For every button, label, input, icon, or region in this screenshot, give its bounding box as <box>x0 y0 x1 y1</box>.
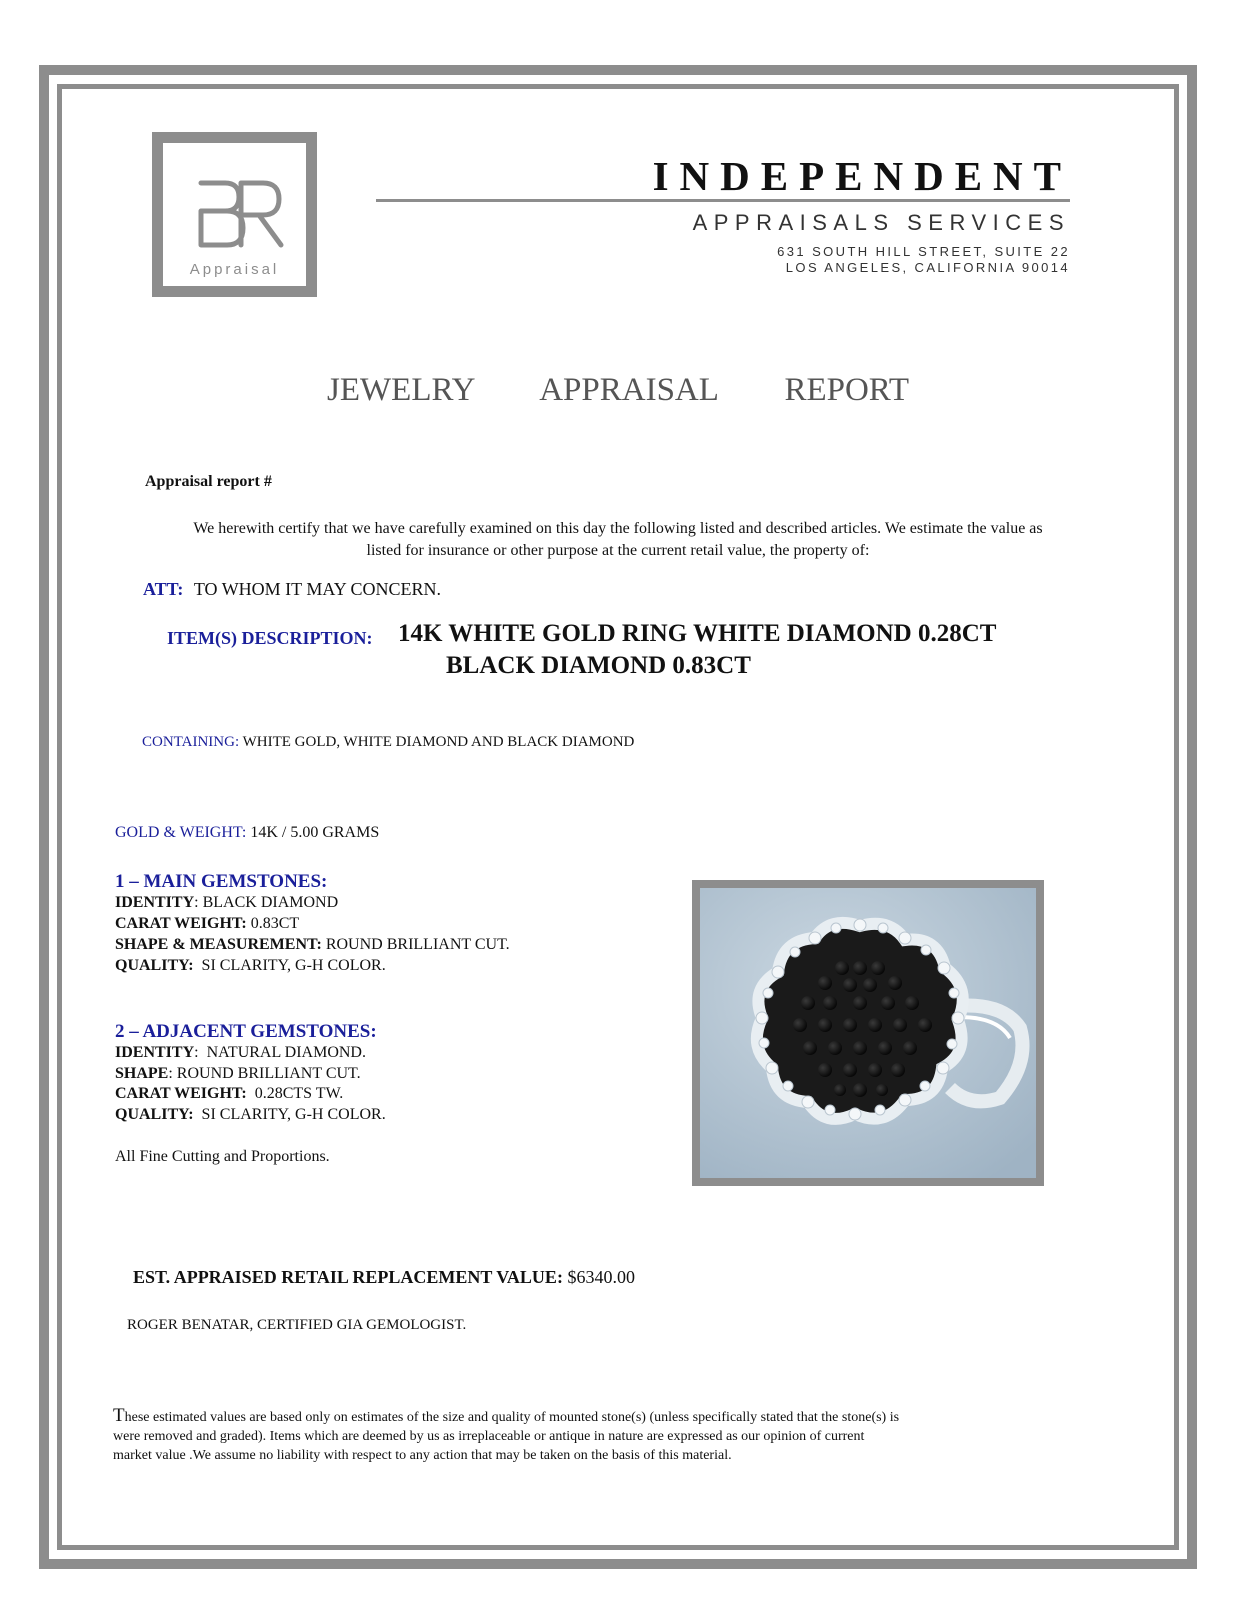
disclaimer-line-2: were removed and graded). Items which are deemed by us as irreplaceable or antique in nature are expressed as our opinion of current <box>113 1429 865 1444</box>
containing-value: WHITE GOLD, WHITE DIAMOND AND BLACK DIAMOND <box>242 734 635 750</box>
company-subtitle: APPRAISALS SERVICES <box>692 210 1070 235</box>
certify-line-2: listed for insurance or other purpose at the current retail value, the property of: <box>366 542 870 559</box>
main-gemstones-heading: 1 – MAIN GEMSTONES: <box>115 871 328 892</box>
fine-cutting-note: All Fine Cutting and Proportions. <box>115 1148 330 1165</box>
main-quality-row <box>115 957 386 975</box>
company-name: INDEPENDENT <box>652 153 1072 199</box>
appraised-value-row <box>133 1267 635 1288</box>
item-description-label: ITEM(S) DESCRIPTION: <box>167 628 373 648</box>
main-shape-label: SHAPE & MEASUREMENT: <box>115 936 322 953</box>
report-title <box>0 372 1236 409</box>
appraised-value-label: EST. APPRAISED RETAIL REPLACEMENT VALUE: <box>133 1267 563 1287</box>
address-line-1: 631 SOUTH HILL STREET, SUITE 22 <box>777 244 1070 259</box>
item-description-line-2: BLACK DIAMOND 0.83CT <box>446 652 751 679</box>
att-label: ATT: <box>143 579 184 599</box>
ring-photo <box>692 880 1044 1186</box>
gemologist-signature: ROGER BENATAR, CERTIFIED GIA GEMOLOGIST. <box>127 1317 467 1333</box>
adjacent-shape-row <box>115 1065 361 1083</box>
address-line-2: LOS ANGELES, CALIFORNIA 90014 <box>785 260 1070 275</box>
adjacent-identity-label: IDENTITY <box>115 1044 195 1061</box>
main-identity-row <box>115 894 338 912</box>
disclaimer-line-3: market value .We assume no liability with respect to any action that may be taken on the basis of this material. <box>113 1448 732 1463</box>
adjacent-shape-label: SHAPE <box>115 1065 169 1082</box>
adjacent-identity-value: : NATURAL DIAMOND. <box>194 1044 366 1061</box>
main-shape-row <box>115 936 510 954</box>
main-quality-value: SI CLARITY, G-H COLOR. <box>193 957 386 974</box>
item-description-line-1: 14K WHITE GOLD RING WHITE DIAMOND 0.28CT <box>398 620 997 647</box>
adjacent-quality-label: QUALITY: <box>115 1106 194 1123</box>
adjacent-quality-row <box>115 1106 386 1124</box>
main-quality-label: QUALITY: <box>115 957 194 974</box>
containing-label: CONTAINING: <box>142 734 240 750</box>
disclaimer <box>113 1406 1113 1465</box>
logo-caption: Appraisal <box>189 261 280 278</box>
appraisal-report-number-label: Appraisal report # <box>145 473 272 490</box>
gold-weight-label: GOLD & WEIGHT: <box>115 824 247 841</box>
adjacent-carat-row <box>115 1085 343 1103</box>
gold-weight-value: 14K / 5.00 GRAMS <box>250 824 380 841</box>
br-monogram-icon <box>195 179 285 249</box>
adjacent-identity-row <box>115 1044 366 1062</box>
att-value: TO WHOM IT MAY CONCERN. <box>193 579 442 599</box>
appraised-value-amount: $6340.00 <box>567 1267 635 1287</box>
main-identity-value: : BLACK DIAMOND <box>194 894 339 911</box>
adjacent-carat-label: CARAT WEIGHT: <box>115 1085 247 1102</box>
main-shape-value: ROUND BRILLIANT CUT. <box>321 936 510 953</box>
header-divider <box>376 199 1070 202</box>
appraisal-logo <box>152 132 317 297</box>
disclaimer-line-1: hese estimated values are based only on estimates of the size and quality of mounted stone(s) (unless specifically stated that the stone(s) is <box>124 1410 900 1425</box>
report-title-text: JEWELRY APPRAISAL REPORT <box>327 372 909 408</box>
certify-line-1: We herewith certify that we have carefully examined on this day the following listed and described articles. We estimate the value as <box>193 520 1043 537</box>
adjacent-gemstones-heading: 2 – ADJACENT GEMSTONES: <box>115 1021 377 1042</box>
adjacent-quality-value: SI CLARITY, G-H COLOR. <box>193 1106 386 1123</box>
disclaimer-first-letter: T <box>113 1405 125 1426</box>
main-carat-row <box>115 915 299 933</box>
gold-weight-row <box>115 824 379 842</box>
main-carat-label: CARAT WEIGHT: <box>115 915 247 932</box>
containing-row <box>142 734 634 751</box>
att-row <box>143 579 441 600</box>
adjacent-carat-value: 0.28CTS TW. <box>246 1085 344 1102</box>
adjacent-shape-value: : ROUND BRILLIANT CUT. <box>168 1065 361 1082</box>
main-carat-value: 0.83CT <box>246 915 300 932</box>
main-identity-label: IDENTITY <box>115 894 195 911</box>
ring-illustration-icon <box>700 888 1036 1178</box>
